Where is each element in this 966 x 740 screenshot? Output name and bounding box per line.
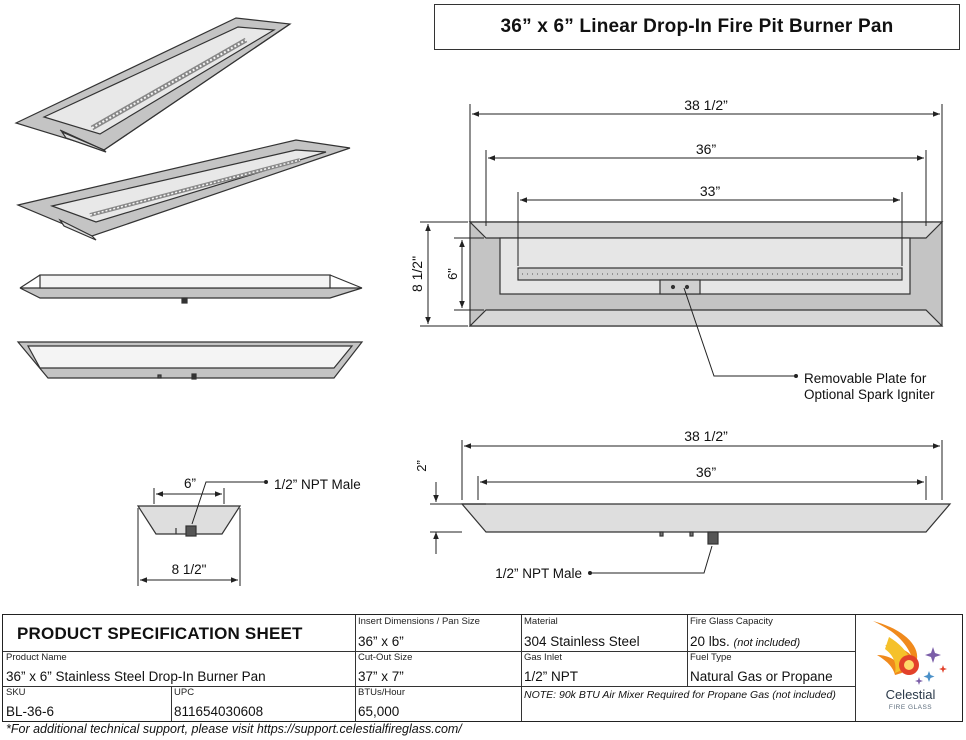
product-name-value: 36” x 6” Stainless Steel Drop-In Burner Pan [6, 669, 266, 684]
spec-heading-cell [3, 615, 355, 651]
sku-value: BL-36-6 [6, 704, 55, 719]
end-inlet-callout: 1/2” NPT Male [274, 477, 361, 492]
top-height-outer-dim: 8 1/2" [409, 255, 425, 293]
fuel-label: Fuel Type [690, 652, 732, 663]
plate-callout-line2: Optional Spark Igniter [804, 387, 935, 402]
spec-heading: PRODUCT SPECIFICATION SHEET [17, 624, 303, 643]
upc-label: UPC [174, 687, 195, 698]
upc-cell [171, 686, 355, 721]
top-view [470, 222, 942, 326]
material-cell [521, 615, 687, 651]
side-inlet-callout: 1/2” NPT Male [495, 566, 582, 581]
top-bar-dim: 33” [699, 183, 721, 199]
iso-view-2 [18, 140, 350, 240]
material-value: 304 Stainless Steel [524, 634, 640, 649]
glass-label: Fire Glass Capacity [690, 616, 773, 627]
product-name-label: Product Name [6, 652, 67, 663]
glass-note: (not included) [733, 637, 801, 649]
fuel-value: Natural Gas or Propane [690, 669, 833, 684]
gas-inlet-value: 1/2” NPT [524, 669, 579, 684]
gas-inlet-cell [521, 651, 687, 686]
btu-label: BTUs/Hour [358, 687, 405, 698]
upc-value: 811654030608 [174, 704, 264, 719]
cutout-cell [355, 651, 521, 686]
btu-value: 65,000 [358, 704, 400, 719]
iso-view-1 [16, 18, 290, 152]
flame-star-icon [859, 615, 962, 687]
front-view-2 [18, 342, 362, 379]
glass-value [690, 634, 800, 649]
support-footer: *For additional technical support, please visit https://support.celestialfireglass.com/ [6, 722, 462, 736]
glass-amount: 20 lbs. [690, 634, 730, 649]
glass-cell [687, 615, 855, 651]
note-cell [521, 686, 855, 721]
propane-note: NOTE: 90k BTU Air Mixer Required for Propane Gas (not included) [524, 689, 836, 701]
top-pan-dim: 36” [695, 141, 717, 157]
sku-label: SKU [6, 687, 26, 698]
side-view [462, 504, 950, 544]
top-height-inner-dim: 6" [445, 268, 460, 280]
material-label: Material [524, 616, 558, 627]
side-depth-dim: 2” [414, 460, 429, 472]
sku-cell [3, 686, 171, 721]
logo-sub: FIRE GLASS [888, 704, 933, 711]
side-overall-dim: 38 1/2” [684, 428, 728, 444]
plate-callout-line1: Removable Plate for [804, 371, 927, 386]
end-view [138, 506, 240, 536]
insert-label: Insert Dimensions / Pan Size [358, 616, 480, 627]
cutout-label: Cut-Out Size [358, 652, 413, 663]
page-title: 36” x 6” Linear Drop-In Fire Pit Burner Pan [434, 4, 960, 50]
logo-name: Celestial [885, 687, 936, 702]
fuel-cell [687, 651, 855, 686]
product-name-cell [3, 651, 355, 686]
spec-table [2, 614, 963, 722]
top-overall-dim: 38 1/2” [684, 97, 728, 113]
gas-inlet-label: Gas Inlet [524, 652, 563, 663]
end-overall-dim: 8 1/2" [171, 562, 207, 577]
insert-cell [355, 615, 521, 651]
btu-cell [355, 686, 521, 721]
end-width-dim: 6” [183, 476, 197, 491]
side-pan-dim: 36” [695, 464, 717, 480]
insert-value: 36” x 6” [358, 634, 404, 649]
cutout-value: 37” x 7” [358, 669, 404, 684]
front-view [20, 275, 362, 303]
celestial-logo [859, 615, 962, 720]
